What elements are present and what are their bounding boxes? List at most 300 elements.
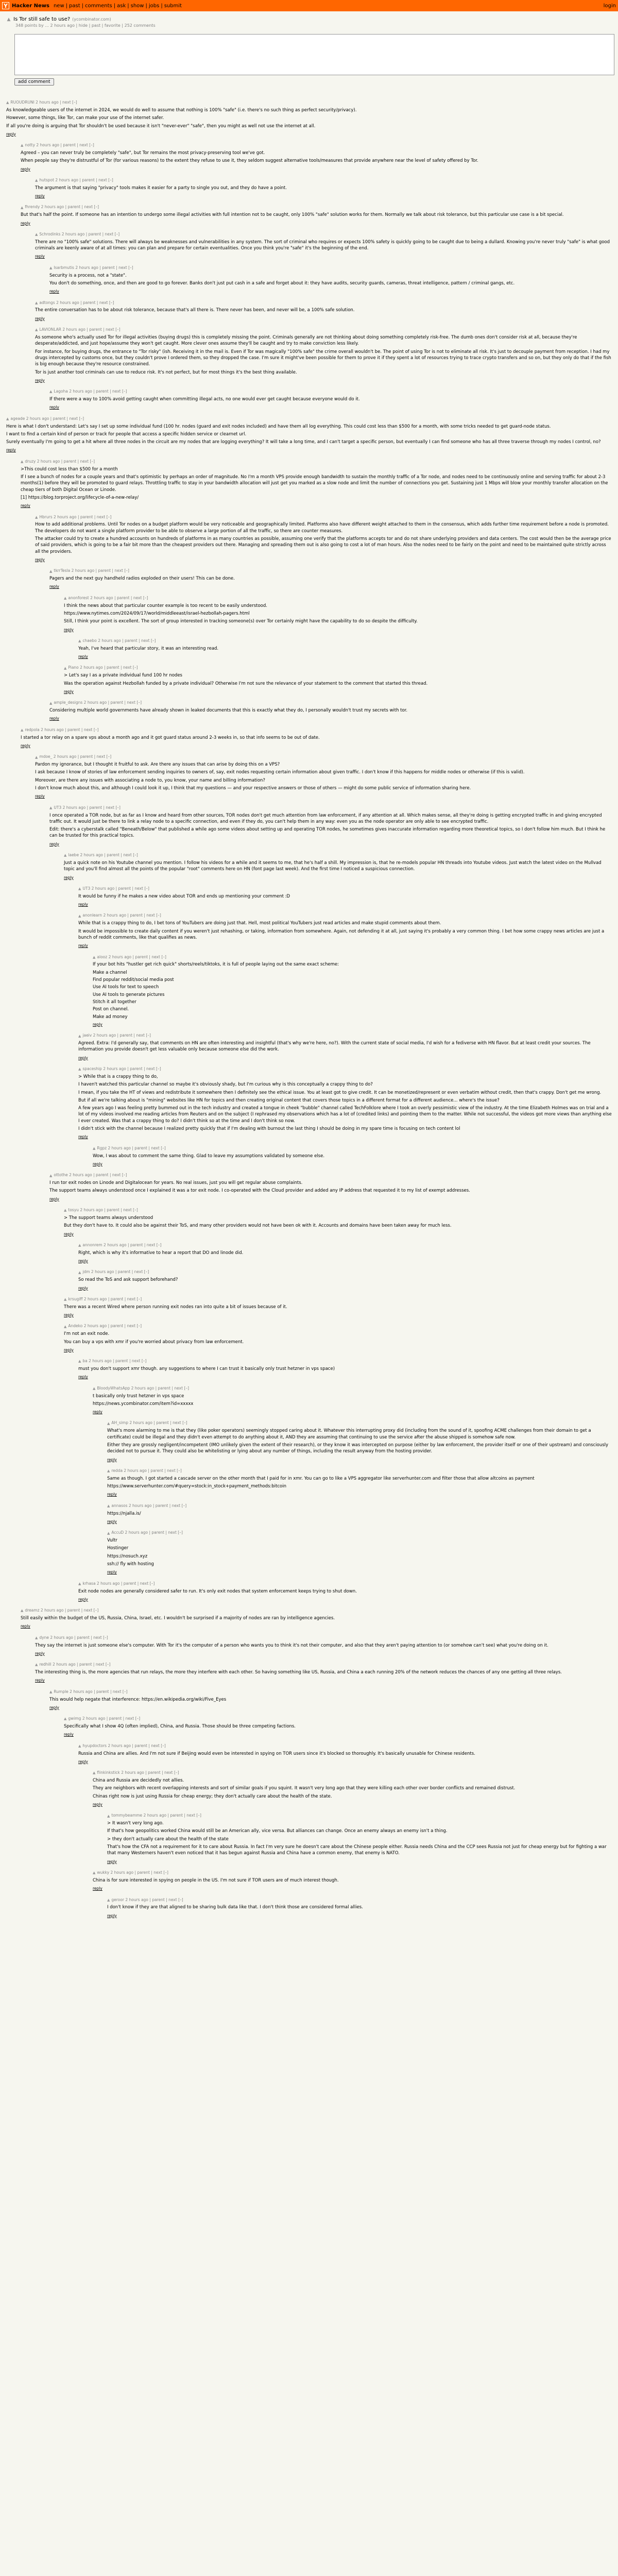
reply-link[interactable]: reply [64, 627, 74, 632]
comment-paragraph: I want to find a certain kind of person or track for people that access a specific hidden service or clearnet url. [6, 431, 247, 437]
comment-meta[interactable]: notty 2 hours ago | parent | next [–] [25, 143, 94, 148]
comment-meta[interactable]: Rgpz 2 hours ago | parent | next [–] [97, 1145, 166, 1150]
comment-paragraph: But that's half the point. If someone has an intention to undergo some illegal activities with full intention not to be caught, only 100% "safe" solution works for them. Normally we talk about risk tolerance, but this particular use case is a bit special. [21, 212, 564, 218]
comment-paragraph: >This could cost less than $500 for a month [21, 466, 118, 472]
upvote-arrow-icon[interactable]: ▲ [78, 639, 81, 643]
reply-link[interactable]: reply [49, 289, 59, 294]
comment [21, 727, 612, 750]
comment-paragraph: [1] https://blog.torproject.org/lifecycle-of-a-new-relay/ [21, 495, 139, 500]
comment-text [93, 1153, 612, 1159]
reply-link[interactable]: reply [35, 194, 45, 199]
comment-paragraph: Russia and China are allies. And I'm not sure if Beijing would even be interested in spying on TOR users since it's blocked so thoroughly. It's basically unusable for Chinese residents. [78, 1751, 475, 1756]
comment-header [35, 1662, 612, 1668]
comment-paragraph: Still, I think your point is excellent. The sort of group interested in tracking someone(s) over Tor certainly might have the capability to do so despite the difficulty. [64, 619, 418, 624]
comment-header [49, 1173, 612, 1178]
upvote-arrow-icon[interactable]: ▲ [7, 17, 11, 22]
comment-meta[interactable]: chaebo 2 hours ago | parent | next [–] [82, 638, 156, 643]
comment-meta[interactable]: laebe 2 hours ago | parent | next [–] [68, 853, 138, 858]
comment-paragraph: The interesting thing is, the more agencies that run relays, the more they interfere with each other. So having something like US, Russia, and China a each running 20% of the network reduces the chances of any one getting all three relays. [35, 1670, 562, 1675]
comment-text [64, 1215, 612, 1229]
comment-paragraph: I haven't watched this particular channel so maybe it's obviously shady, but I'm curious why is this conceptually a crappy thing to do? [78, 1082, 373, 1088]
comment-text [35, 1669, 612, 1675]
reply-link[interactable]: reply [78, 1759, 88, 1764]
comment-paragraph: Specifically what I show 4Q (often implied), China, and Russia. Those should be three competing factions. [64, 1724, 296, 1729]
comment-header [78, 1243, 612, 1248]
comment-paragraph: I'm not an exit node. [64, 1331, 110, 1337]
nav-link-comments[interactable]: comments [85, 3, 112, 9]
comment-paragraph: https://www.serverhunter.com/#query=stock:in_stock+payment_methods:bitcoin [107, 1484, 286, 1489]
upvote-arrow-icon[interactable]: ▲ [49, 569, 53, 573]
story-site[interactable]: (ycombinator.com) [72, 17, 111, 22]
comment-meta[interactable]: anonlearn 2 hours ago | parent | next [–] [82, 913, 161, 918]
upvote-arrow-icon[interactable]: ▲ [93, 1871, 96, 1875]
comment-meta[interactable]: Andeko 2 hours ago | parent | next [–] [68, 1324, 142, 1329]
comment-meta[interactable]: anonforest 2 hours ago | parent | next [–] [68, 595, 148, 600]
comment [21, 143, 612, 173]
upvote-arrow-icon[interactable]: ▲ [64, 666, 67, 670]
comment-header [78, 1066, 612, 1072]
comment [64, 1297, 612, 1319]
upvote-arrow-icon[interactable]: ▲ [21, 143, 24, 148]
upvote-arrow-icon[interactable]: ▲ [78, 1359, 81, 1364]
add-comment-button[interactable]: add comment [14, 78, 54, 86]
reply-link[interactable]: reply [107, 1457, 117, 1462]
list-item: Find popular reddit/social media post [93, 977, 174, 982]
comment-header [21, 143, 612, 148]
reply-link[interactable]: reply [93, 1886, 102, 1891]
upvote-arrow-icon[interactable]: ▲ [6, 416, 9, 421]
comment-text [35, 334, 612, 376]
comment-meta[interactable]: tommybeamme 2 hours ago | parent | next [–] [111, 1813, 201, 1818]
comment-paragraph: How to add additional problems. Until Tor nodes on a budget platform would be very noticeable and geographically limited. Platforms also have different weight attached to them in the consensus, which adds further time requirement before a node is promoted. The developers do not want a single platform provider to be able to observe a large portion of all the traffic, so there are counter measures. [35, 522, 609, 534]
comment-paragraph: I run tor exit nodes on Linode and Digitalocean for years. No real issues, just you will get regular abuse complaints. [49, 1180, 303, 1186]
comment-meta[interactable]: ba 2 hours ago | parent | next [–] [82, 1359, 147, 1364]
comment-meta[interactable]: tosyu 2 hours ago | parent | next [–] [68, 1208, 138, 1212]
comment-textarea[interactable] [14, 34, 614, 75]
comment-meta[interactable]: annonrem 2 hours ago | parent | next [–] [82, 1242, 162, 1247]
upvote-arrow-icon[interactable]: ▲ [107, 1504, 110, 1509]
comment-meta[interactable]: Isarbmutis 2 hours ago | parent | next [–] [54, 265, 133, 270]
reply-link[interactable]: reply [35, 1651, 45, 1656]
comment-header [107, 1468, 612, 1474]
comment [35, 754, 612, 800]
upvote-arrow-icon[interactable]: ▲ [93, 955, 96, 959]
comment-paragraph: > While that is a crappy thing to do, [78, 1074, 158, 1079]
reply-link[interactable]: reply [49, 1196, 59, 1201]
reply-link[interactable]: reply [35, 1678, 45, 1683]
comment-text [35, 761, 612, 791]
upvote-arrow-icon[interactable]: ▲ [49, 805, 53, 810]
comment-header [78, 913, 612, 919]
comment-meta[interactable]: RUOUDRUNI 2 hours ago | next [–] [10, 100, 77, 105]
reply-link[interactable]: reply [21, 166, 30, 172]
comment-meta[interactable]: Hbrurs 2 hours ago | parent | next [–] [39, 514, 112, 519]
comment [6, 416, 612, 454]
reply-link[interactable]: reply [21, 221, 30, 226]
upvote-arrow-icon[interactable]: ▲ [78, 1067, 81, 1072]
reply-link[interactable]: reply [107, 1519, 117, 1524]
upvote-arrow-icon[interactable]: ▲ [35, 178, 38, 183]
comment-text [49, 707, 612, 714]
comment [64, 1324, 612, 1353]
reply-link[interactable]: reply [35, 557, 45, 562]
comment-meta[interactable]: krhasa 2 hours ago | parent | next [–] [82, 1581, 155, 1586]
reply-link[interactable]: reply [107, 1570, 117, 1575]
comment-meta[interactable]: mdoe_ 2 hours ago | parent | next [–] [39, 754, 112, 759]
comment-meta[interactable]: spaceship 2 hours ago | parent | next [–] [82, 1066, 161, 1071]
nav-link-submit[interactable]: submit [164, 3, 182, 9]
upvote-arrow-icon[interactable]: ▲ [35, 1635, 38, 1640]
list-item: Stitch it all together [93, 999, 136, 1005]
comment-header [21, 459, 612, 465]
reply-link[interactable]: reply [64, 1347, 74, 1352]
upvote-arrow-icon[interactable]: ▲ [78, 1033, 81, 1038]
story-subtext: 348 points by ... 2 hours ago | hide | past | favorite | 252 comments [15, 23, 156, 28]
comment [64, 1208, 612, 1238]
comment-header [64, 596, 612, 601]
comment-text [107, 1511, 612, 1517]
comment-meta[interactable]: redhill 2 hours ago | parent | next [–] [39, 1662, 111, 1667]
nav-link-show[interactable]: show [130, 3, 144, 9]
comment-meta[interactable]: UT3 2 hours ago | parent | next [–] [82, 886, 149, 891]
upvote-arrow-icon[interactable]: ▲ [93, 1386, 96, 1391]
upvote-arrow-icon[interactable]: ▲ [21, 1608, 24, 1613]
comment-meta[interactable]: geroor 2 hours ago | parent | next [–] [111, 1897, 183, 1902]
comment-meta[interactable]: wukky 2 hours ago | parent | next [–] [97, 1870, 168, 1875]
reply-link[interactable]: reply [6, 131, 16, 137]
reply-link[interactable]: reply [78, 1285, 88, 1291]
comment-meta[interactable]: Lagoha 2 hours ago | parent | next [–] [54, 389, 127, 394]
comment-header [78, 1359, 612, 1364]
comment-text [78, 1074, 612, 1132]
reply-link[interactable]: reply [49, 841, 59, 846]
upvote-arrow-icon[interactable]: ▲ [107, 1814, 110, 1818]
upvote-arrow-icon[interactable]: ▲ [93, 1146, 96, 1151]
comment-paragraph: https://njalla.is/ [107, 1511, 141, 1516]
upvote-arrow-icon[interactable]: ▲ [107, 1421, 110, 1426]
comment-paragraph: However, some things, like Tor, can make your use of the internet safer. [6, 115, 164, 121]
comment-text [49, 396, 612, 402]
comment [78, 638, 612, 660]
nav-link-jobs[interactable]: jobs [148, 3, 160, 9]
nav-separator: | [65, 3, 68, 9]
reply-link[interactable]: reply [93, 1161, 102, 1166]
comment [64, 596, 612, 633]
reply-link[interactable]: reply [93, 1802, 102, 1807]
comment [78, 1581, 612, 1603]
comment-header [107, 1503, 612, 1509]
comment [49, 1689, 612, 1711]
upvote-arrow-icon[interactable]: ▲ [35, 515, 38, 519]
upvote-arrow-icon[interactable]: ▲ [64, 1297, 67, 1302]
comment-header [78, 638, 612, 644]
upvote-arrow-icon[interactable]: ▲ [64, 853, 67, 858]
login-link[interactable]: login [603, 3, 616, 9]
comment-meta[interactable]: dyne 2 hours ago | parent | next [–] [39, 1635, 108, 1640]
reply-link[interactable]: reply [78, 943, 88, 948]
reply-link[interactable]: reply [78, 902, 88, 907]
comment-meta[interactable]: alooz 2 hours ago | parent | next [–] [97, 954, 166, 959]
comment-paragraph: Chinas right now is just using Russia for cheap energy; they don't actually care about the health of the state. [93, 1793, 332, 1799]
reply-link[interactable]: reply [64, 1231, 74, 1236]
comment-text [78, 893, 612, 900]
upvote-arrow-icon[interactable]: ▲ [64, 1208, 67, 1213]
nav-separator: | [161, 3, 163, 9]
comment-text [107, 1537, 612, 1567]
comment [78, 1269, 612, 1292]
comment-paragraph: Vultr [107, 1538, 117, 1544]
comment [21, 459, 612, 510]
comment-text [21, 466, 612, 501]
comment [107, 1420, 612, 1463]
comment [64, 665, 612, 695]
comment-header [64, 1297, 612, 1302]
reply-link[interactable]: reply [64, 1313, 74, 1317]
comment-text [78, 646, 612, 652]
upvote-arrow-icon[interactable]: ▲ [64, 1324, 67, 1329]
comment [35, 232, 612, 260]
comment-paragraph: I don't know much about this, and although I could look it up, I think that my questions — and your respective answers or those of others — might do some public service of information sharing here. [35, 786, 471, 791]
upvote-arrow-icon[interactable]: ▲ [64, 1717, 67, 1721]
comment-paragraph: China is for sure interested in spying on people in the US. I'm not sure if TOR users are of much interest though. [93, 1877, 339, 1883]
comment-header [49, 265, 612, 271]
upvote-arrow-icon[interactable]: ▲ [49, 1689, 53, 1694]
comment-paragraph: > The support teams always understood [64, 1215, 153, 1221]
upvote-arrow-icon[interactable]: ▲ [64, 596, 67, 601]
comment-paragraph: While that is a crappy thing to do, I bet tons of YouTubers are doing just that. Hell, most political YouTubers just read articles and make stupid comments about them. [78, 921, 441, 926]
comment-header [93, 1770, 612, 1776]
comment-meta[interactable]: redpola 2 hours ago | parent | next [–] [25, 727, 99, 732]
nav-link-new[interactable]: new [53, 3, 64, 9]
upvote-arrow-icon[interactable]: ▲ [78, 1243, 81, 1248]
comment-header [107, 1813, 612, 1819]
comment-text [35, 521, 612, 555]
list-item: Make ad money [93, 1014, 128, 1020]
upvote-arrow-icon[interactable]: ▲ [35, 232, 38, 237]
comment-meta[interactable]: ottothe 2 hours ago | parent | next [–] [54, 1173, 127, 1178]
comment [107, 1503, 612, 1526]
comment-text [35, 307, 612, 313]
comment [78, 913, 612, 949]
comment-header [78, 1743, 612, 1749]
comment-meta[interactable]: ample_designs 2 hours ago | parent | next [–] [54, 700, 142, 705]
comment-paragraph: Just a quick note on his Youtube channel you mention. I follow his videos for a while and it seems to me, that he's half a shill. My impression is, that he re-models popular HN threads into Youtube videos. Just watch the latest video on the Mullvad topic and you'll find almost all the points of the popular "root" comments here on HN (font page last week). And the first time I noticed a suspicious connection. [64, 860, 602, 872]
comment-paragraph: If your bot hits "hustler get rich quick" shorts/reels/tiktoks, it is full of people laying out the same exact scheme: [93, 962, 339, 968]
reply-link[interactable]: reply [21, 743, 30, 748]
upvote-arrow-icon[interactable]: ▲ [78, 1743, 81, 1748]
comment-text [93, 961, 612, 1020]
comment-header [49, 700, 612, 706]
comment-meta[interactable]: annasos 2 hours ago | parent | next [–] [111, 1503, 187, 1508]
upvote-arrow-icon[interactable]: ▲ [21, 205, 24, 210]
comment-paragraph: There was a recent Wired where person running exit nodes ran into quite a bit of issues because of it. [64, 1304, 287, 1310]
comment-meta[interactable]: flinkinkstick 2 hours ago | parent | next [–] [97, 1770, 179, 1775]
upvote-arrow-icon[interactable]: ▲ [107, 1897, 110, 1902]
comment-header [49, 568, 612, 574]
comment-meta[interactable]: Schrodinks 2 hours ago | parent | next [–] [39, 231, 120, 236]
upvote-arrow-icon[interactable]: ▲ [78, 1581, 81, 1586]
reply-link[interactable]: reply [35, 378, 45, 383]
comment-meta[interactable]: BloodyWhatsApp 2 hours ago | parent | next [–] [97, 1385, 189, 1391]
nav-links [54, 3, 182, 9]
reply-link[interactable]: reply [6, 448, 16, 453]
comment-meta[interactable]: tkrrTesla 2 hours ago | parent | next [–] [54, 568, 129, 573]
upvote-arrow-icon[interactable]: ▲ [35, 1663, 38, 1667]
comment-paragraph: You can buy a vps with xmr if you're worried about privacy from law enforcement. [64, 1339, 244, 1345]
upvote-arrow-icon[interactable]: ▲ [49, 389, 53, 394]
y-logo-icon[interactable]: Y [2, 2, 9, 9]
upvote-arrow-icon[interactable]: ▲ [93, 1771, 96, 1775]
comment-header [93, 1870, 612, 1876]
reply-link[interactable]: reply [107, 1913, 117, 1918]
comment-paragraph: If all you're doing is arguing that Tor shouldn't be used because it isn't "never-ever" "safe", then you might as well not use the internet at all. [6, 123, 316, 129]
upvote-arrow-icon[interactable]: ▲ [107, 1469, 110, 1473]
comment-text [107, 1476, 612, 1490]
comment-header [49, 389, 612, 395]
upvote-arrow-icon[interactable]: ▲ [107, 1531, 110, 1535]
comment-paragraph: I once operated a TOR node, but as far as I know and heard from other sources, TOR nodes don't get much attention from law enforcement, if any attention at all. Which makes sense, all they're doing is getting encrypted traffic in and giving encrypted traffic out. It would just be there to link a relay node to a specific connection, and even if they do, you can't help them in any way: even you as the node operator are only able to see encrypted traffic. [49, 812, 602, 824]
nav-separator: | [81, 3, 83, 9]
upvote-arrow-icon[interactable]: ▲ [35, 300, 38, 305]
reply-link[interactable]: reply [64, 689, 74, 694]
comment-meta[interactable]: Rumple 2 hours ago | parent | next [–] [54, 1689, 128, 1694]
comment-meta[interactable]: AH_simp 2 hours ago | parent | next [–] [111, 1420, 187, 1426]
upvote-arrow-icon[interactable]: ▲ [21, 460, 24, 464]
brand-link[interactable]: Hacker News [12, 3, 49, 9]
reply-link[interactable]: reply [93, 1410, 102, 1415]
comment-paragraph: Same as though. I got started a cascade server on the other month that I paid for in xmr. You can go to like a VPS aggregator like serverhunter.com and filter those that allow altcoins as payment [107, 1476, 535, 1481]
comment-meta[interactable]: druzy 2 hours ago | parent | next [–] [25, 459, 95, 464]
upvote-arrow-icon[interactable]: ▲ [49, 701, 53, 705]
comment-meta[interactable]: jdm 2 hours ago | parent | next [–] [82, 1269, 149, 1275]
top-navbar [0, 0, 618, 11]
upvote-arrow-icon[interactable]: ▲ [78, 887, 81, 891]
comment-meta[interactable]: adtongs 2 hours ago | parent | next [–] [39, 300, 114, 305]
comment-text [78, 1040, 612, 1053]
reply-link[interactable]: reply [49, 405, 59, 410]
comment-meta[interactable]: hyupdoctors 2 hours ago | parent | next [–] [82, 1743, 166, 1748]
upvote-arrow-icon[interactable]: ▲ [78, 1270, 81, 1275]
upvote-arrow-icon[interactable]: ▲ [21, 728, 24, 733]
comment-paragraph: When people say they're distrustful of Tor (for various reasons) to the extent they refuse to use it, they seldom suggest alternative tools/measures that provide anywhere near the level of safety offered by Tor. [21, 158, 478, 164]
upvote-arrow-icon[interactable]: ▲ [49, 1173, 53, 1178]
comment-meta[interactable]: krsugiff 2 hours ago | parent | next [–] [68, 1296, 142, 1301]
comment-meta[interactable]: hutspot 2 hours ago | parent | next [–] [39, 177, 113, 182]
comment-list [93, 970, 612, 1020]
reply-link[interactable]: reply [78, 654, 88, 659]
upvote-arrow-icon[interactable]: ▲ [6, 100, 9, 105]
reply-link[interactable]: reply [49, 716, 59, 721]
comment-paragraph: https://news.ycombinator.com/item?id=xxxxx [93, 1401, 194, 1406]
comment [78, 886, 612, 908]
comment-paragraph: If I see a bunch of nodes for a couple years and that's optimistic by perhaps an order of magnitude. No I'm a month VPS provide enough bandwidth to sustain the monthly traffic of a Tor node, and nodes need to be continuously online and serving traffic for about 2-3 months(1) before they will be promoted to guard relays. Throttling traffic to stay in your bandwidth allocation will just get you marked as a slow node and limit the number of connections you get. Sustaining just 1 Mbps will blow your monthly transfer allocation on the cheap tiers of both Digital Ocean or Linode. [21, 474, 608, 493]
comment-header [107, 1530, 612, 1536]
comment-paragraph: So read the ToS and ask support beforehand? [78, 1277, 178, 1283]
reply-link[interactable]: reply [93, 1022, 102, 1027]
comment [64, 853, 612, 881]
comment-paragraph: Here is what I don't understand: Let's say I set up some individual fund (100 hr. nodes (guard and exit nodes included) and have them all log everything. This could cost less than $500 for a month, with some tricks needed to get guard-node status. [6, 423, 551, 429]
reply-link[interactable]: reply [78, 1134, 88, 1140]
comment-meta[interactable]: ageade 2 hours ago | parent | next [–] [10, 416, 84, 421]
list-item: Use AI tools for text to speech [93, 985, 159, 990]
comment-meta[interactable]: AccuD 2 hours ago | parent | next [–] [111, 1530, 183, 1535]
comment [49, 568, 612, 590]
comment-header [21, 1608, 612, 1614]
comment-meta[interactable]: redda 2 hours ago | parent | next [–] [111, 1468, 182, 1473]
comment [49, 389, 612, 411]
comment-header [107, 1420, 612, 1426]
reply-link[interactable]: reply [78, 1597, 88, 1602]
comment [93, 1386, 612, 1416]
comment [35, 327, 612, 384]
comment [49, 805, 612, 848]
comment [35, 1662, 612, 1684]
nav-link-ask[interactable]: ask [117, 3, 126, 9]
comment-meta[interactable]: dreamz 2 hours ago | parent | next [–] [25, 1608, 99, 1613]
comment-text [107, 1904, 612, 1910]
comment-header [21, 205, 612, 210]
comment-text [21, 1615, 612, 1621]
comment-header [35, 178, 612, 183]
comment-paragraph: Agreed – you can never truly be completely "safe", but Tor remains the most privacy-preserving tool we've got. [21, 150, 265, 156]
comment-paragraph: The attacker could try to create a hundred accounts on hundreds of platforms in as many countries as possible, assuming one verify that the platforms accepts tor and do not share underlying providers and data centers. The cost would then be the average price of said providers, which is going to be a fair bit more than the cheapest providers out there. Managing and spreading them out is also going to cost a lot of man hours. Also the nodes need to be fairly on the point and need to be maintained quite strictly across all the providers. [35, 536, 611, 554]
comment-paragraph: Security is a process, not a "state". [49, 273, 127, 278]
comment-text [64, 603, 612, 625]
comment-text [93, 1777, 612, 1800]
comment [49, 265, 612, 295]
comment-meta[interactable]: Piano 2 hours ago | parent | next [–] [68, 665, 138, 670]
reply-link[interactable]: reply [107, 1492, 117, 1497]
comment-paragraph: Pagers and the next guy handheld radios exploded on their users! This can be done. [49, 576, 235, 582]
comment-header [49, 1689, 612, 1695]
comment [78, 1743, 612, 1766]
reply-link[interactable]: reply [21, 1624, 30, 1629]
comment-meta[interactable]: LAVIONLAR 2 hours ago | parent | next [–] [39, 327, 121, 332]
comment-header [64, 1716, 612, 1722]
nav-separator: | [127, 3, 129, 9]
upvote-arrow-icon[interactable]: ▲ [35, 755, 38, 759]
comment-meta[interactable]: gwimg 2 hours ago | parent | next [–] [68, 1716, 141, 1721]
reply-link[interactable]: reply [35, 316, 45, 321]
comment-paragraph: ssh:// fly with hosting [107, 1562, 154, 1567]
reply-link[interactable]: reply [107, 1859, 117, 1864]
reply-link[interactable]: reply [64, 1732, 74, 1737]
story-title[interactable]: Is Tor still safe to use? [13, 16, 71, 22]
comment [93, 1146, 612, 1168]
comment-meta[interactable]: UT3 2 hours ago | parent | next [–] [54, 805, 121, 810]
comment-text [21, 212, 612, 218]
reply-link[interactable]: reply [35, 794, 45, 799]
comment-meta[interactable]: fhrendy 2 hours ago | parent | next [–] [25, 205, 99, 210]
reply-link[interactable]: reply [64, 875, 74, 880]
reply-link[interactable]: reply [78, 1375, 88, 1380]
comment-paragraph: What's more alarming to me is that they (like poker operators) seemingly stopped caring about it. Whatever this interrupting proxy did (including from the sound of it, spoofing ACME challenges from their domain to get a certificate) could be illegal and they didn't even attempt to do anything about it, AND they are assuming that continuing to use the service after the abuse shipped is somehow safe now. [107, 1428, 591, 1440]
reply-link[interactable]: reply [49, 584, 59, 589]
reply-link[interactable]: reply [35, 254, 45, 259]
reply-link[interactable]: reply [78, 1055, 88, 1060]
upvote-arrow-icon[interactable]: ▲ [35, 328, 38, 332]
upvote-arrow-icon[interactable]: ▲ [78, 913, 81, 918]
comment-header [35, 300, 612, 306]
reply-link[interactable]: reply [78, 1259, 88, 1263]
upvote-arrow-icon[interactable]: ▲ [49, 266, 53, 270]
comment-text [64, 672, 612, 687]
nav-link-past[interactable]: past [69, 3, 80, 9]
reply-link[interactable]: reply [21, 503, 30, 509]
comment-header [93, 955, 612, 960]
reply-link[interactable]: reply [49, 1705, 59, 1710]
comment-meta[interactable]: jaeiv 2 hours ago | parent | next [–] [82, 1033, 151, 1038]
